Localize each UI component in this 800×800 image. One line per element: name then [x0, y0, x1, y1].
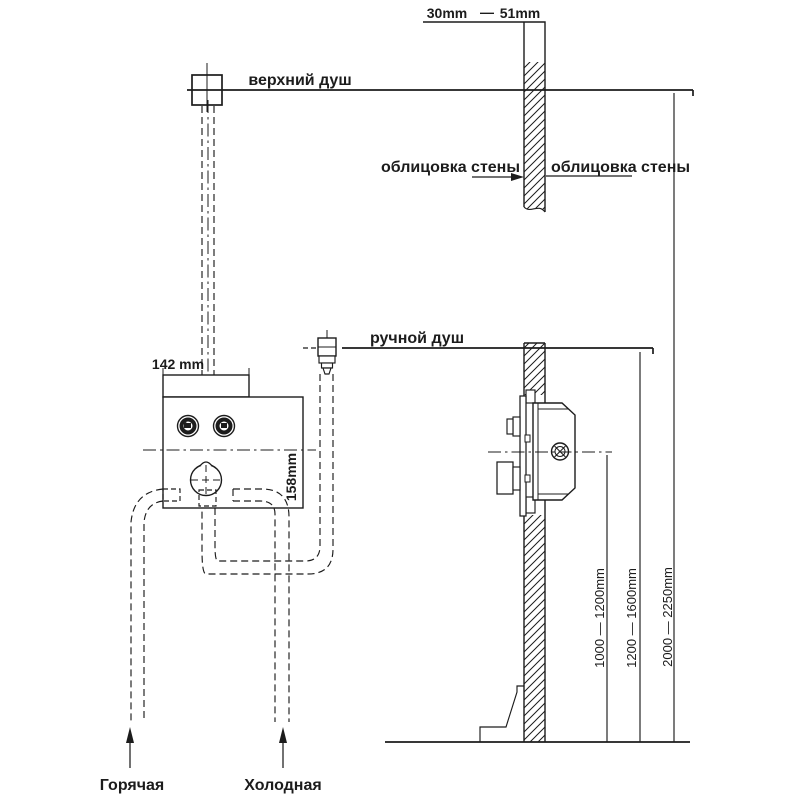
wall-hatch-upper — [524, 62, 545, 212]
wall-thickness-separator: — — [480, 4, 494, 20]
hose-nut-lower — [322, 363, 333, 368]
wall-thickness-min-label: 30mm — [426, 5, 468, 21]
hose-nut-upper — [319, 356, 335, 363]
wall-hatch-bottom — [524, 515, 545, 742]
upper-knob-neck — [513, 417, 520, 436]
lower-knob-body — [497, 462, 513, 494]
valve-side-view — [488, 390, 612, 516]
mixer-height-range-label: 1000 — 1200mm — [592, 568, 607, 668]
hot-water-label: Горячая — [99, 777, 165, 794]
overhead-shower-level-line — [187, 90, 693, 96]
wall-hatch-mid — [524, 343, 545, 395]
cold-water-label: Холодная — [244, 777, 322, 794]
hot-supply-arrow — [126, 727, 134, 768]
mixer-top-plate — [163, 375, 249, 397]
hot-water-pipe — [131, 489, 163, 722]
hand-shower-height-range-label: 1200 — 1600mm — [624, 568, 639, 668]
hand-shower-label: ручной душ — [369, 330, 465, 347]
overhead-shower-label: верхний душ — [248, 72, 352, 89]
valve-handle-left — [178, 416, 199, 437]
face-plate — [520, 396, 526, 516]
valve-handle-right — [214, 416, 235, 437]
wall-section-upper — [423, 22, 545, 212]
hand-shower-level-line — [342, 348, 653, 354]
bathtub-profile — [480, 686, 524, 742]
mixer-width-label: 142 mm — [151, 356, 205, 372]
mixer-height-label: 158mm — [283, 452, 299, 502]
hand-shower-connector — [318, 330, 336, 374]
hose-taper — [323, 368, 331, 374]
upper-knob-tip — [507, 419, 513, 434]
wall-cladding-right-label: облицовка стены — [551, 159, 691, 176]
cold-water-pipe — [233, 489, 289, 722]
overhead-shower-outlet — [192, 63, 222, 112]
overhead-height-range-label: 2000 — 2250mm — [660, 567, 675, 667]
wall-cladding-left-label: облицовка стены — [380, 159, 520, 176]
lower-knob-neck — [513, 467, 520, 490]
plate-detail-bottom — [525, 475, 530, 482]
plate-detail-top — [525, 435, 530, 442]
mount-lug-top — [526, 390, 535, 403]
cold-supply-arrow — [279, 727, 287, 768]
wall-thickness-max-label: 51mm — [499, 5, 541, 21]
